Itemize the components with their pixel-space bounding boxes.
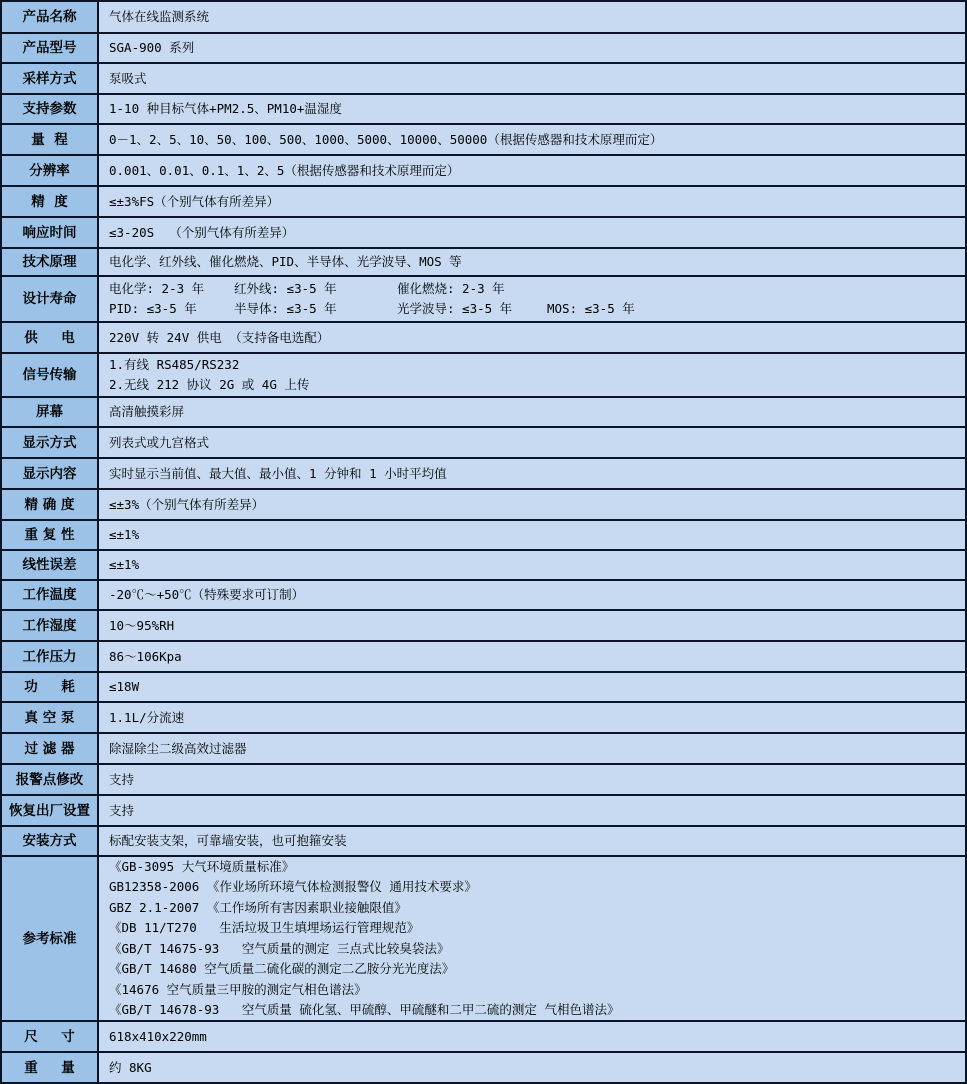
row-value: -20℃～+50℃（特殊要求可订制） <box>99 581 965 609</box>
table-row-alarm-point <box>2 765 965 796</box>
row-value: 1.1L/分流速 <box>99 703 965 732</box>
row-label: 恢复出厂设置 <box>2 796 99 825</box>
table-row-power-consumption <box>2 673 965 703</box>
table-row-operating-pressure <box>2 642 965 673</box>
row-label: 工作湿度 <box>2 611 99 640</box>
row-value: 约 8KG <box>99 1053 965 1082</box>
row-value: 实时显示当前值、最大值、最小值、1 分钟和 1 小时平均值 <box>99 459 965 488</box>
row-label: 屏幕 <box>2 398 99 426</box>
row-label: 工作压力 <box>2 642 99 671</box>
table-row-installation <box>2 827 965 857</box>
row-label: 设计寿命 <box>2 277 99 321</box>
row-label: 参考标准 <box>2 857 99 1020</box>
design-life-line-1: 电化学: 2-3 年 红外线: ≤3-5 年 催化燃烧: 2-3 年 <box>109 281 505 296</box>
row-label: 线性误差 <box>2 551 99 579</box>
table-row-screen <box>2 398 965 428</box>
row-value: 标配安装支架，可靠墙安装，也可抱箍安装 <box>99 827 965 855</box>
table-row-design-life <box>2 277 965 323</box>
row-value: ≤±1% <box>99 521 965 549</box>
row-label: 尺 寸 <box>2 1022 99 1051</box>
row-label: 精 确 度 <box>2 490 99 519</box>
row-label: 过 滤 器 <box>2 734 99 763</box>
row-label: 支持参数 <box>2 95 99 123</box>
table-row-reference-standards <box>2 857 965 1022</box>
table-row-product-name <box>2 2 965 34</box>
table-row-precision <box>2 490 965 521</box>
row-value: 泵吸式 <box>99 64 965 93</box>
row-label: 工作温度 <box>2 581 99 609</box>
row-value: SGA-900 系列 <box>99 34 965 62</box>
table-row-signal-transmission <box>2 354 965 398</box>
row-value: 《GB-3095 大气环境质量标准》 GB12358-2006 《作业场所环境气体检测报警仪 通用技术要求》 GBZ 2.1-2007 《工作场所有害因素职业接触限值》 《DB 11/T270 生活垃圾卫生填埋场运行管理规范》 《GB/T 14675-93 空气质量的测定 三点式比较臭袋法》 《GB/T 14680 空气质量二硫化碳的测定二乙胺分光光度法》 《14676 空气质量三甲胺的测定气相色谱法》 《GB/T 14678-93 空气质量 硫化氢、甲硫醇、甲硫醚和二甲二硫的测定 气相色谱法》 <box>99 857 965 1020</box>
row-label: 产品型号 <box>2 34 99 62</box>
table-row-parameters <box>2 95 965 125</box>
table-row-operating-humidity <box>2 611 965 642</box>
row-label: 真 空 泵 <box>2 703 99 732</box>
design-life-line-2: PID: ≤3-5 年 半导体: ≤3-5 年 光学波导: ≤3-5 年 MOS: ≤3-5 年 <box>109 301 635 316</box>
row-value: 1.有线 RS485/RS232 2.无线 212 协议 2G 或 4G 上传 <box>99 354 965 396</box>
row-label: 安装方式 <box>2 827 99 855</box>
table-row-accuracy <box>2 187 965 218</box>
row-label: 重 量 <box>2 1053 99 1082</box>
row-value: 列表式或九宫格式 <box>99 428 965 457</box>
table-row-resolution <box>2 156 965 187</box>
table-row-power-supply <box>2 323 965 354</box>
row-value: 电化学、红外线、催化燃烧、PID、半导体、光学波导、MOS 等 <box>99 249 965 275</box>
table-row-vacuum-pump <box>2 703 965 734</box>
row-value: 除湿除尘二级高效过滤器 <box>99 734 965 763</box>
row-label: 信号传输 <box>2 354 99 396</box>
row-value: ≤3-20S （个别气体有所差异） <box>99 218 965 247</box>
table-row-response-time <box>2 218 965 249</box>
row-value: 高清触摸彩屏 <box>99 398 965 426</box>
row-label: 报警点修改 <box>2 765 99 794</box>
row-value: ≤±3%（个别气体有所差异） <box>99 490 965 519</box>
row-label: 重 复 性 <box>2 521 99 549</box>
row-value: 0.001、0.01、0.1、1、2、5（根据传感器和技术原理而定） <box>99 156 965 185</box>
table-row-weight <box>2 1053 965 1084</box>
row-label: 产品名称 <box>2 2 99 32</box>
row-value: 618x410x220mm <box>99 1022 965 1051</box>
row-label: 功 耗 <box>2 673 99 701</box>
table-row-operating-temperature <box>2 581 965 611</box>
row-label: 分辨率 <box>2 156 99 185</box>
row-value: 支持 <box>99 765 965 794</box>
row-label: 显示内容 <box>2 459 99 488</box>
table-row-display-content <box>2 459 965 490</box>
row-value: 86～106Kpa <box>99 642 965 671</box>
table-row-technology <box>2 249 965 277</box>
table-row-sampling <box>2 64 965 95</box>
row-value: ≤±1% <box>99 551 965 579</box>
row-value: 0－1、2、5、10、50、100、500、1000、5000、10000、50000（根据传感器和技术原理而定） <box>99 125 965 154</box>
table-row-linearity-error <box>2 551 965 581</box>
row-label: 供 电 <box>2 323 99 352</box>
table-row-factory-reset <box>2 796 965 827</box>
row-label: 显示方式 <box>2 428 99 457</box>
table-row-display-mode <box>2 428 965 459</box>
row-value: 1-10 种目标气体+PM2.5、PM10+温湿度 <box>99 95 965 123</box>
row-label: 采样方式 <box>2 64 99 93</box>
table-row-range <box>2 125 965 156</box>
table-row-dimensions <box>2 1022 965 1053</box>
row-value <box>99 277 965 321</box>
row-value: 10～95%RH <box>99 611 965 640</box>
row-value: 气体在线监测系统 <box>99 2 965 32</box>
row-value: ≤18W <box>99 673 965 701</box>
row-label: 精 度 <box>2 187 99 216</box>
row-value: 220V 转 24V 供电 （支持备电选配） <box>99 323 965 352</box>
row-label: 技术原理 <box>2 249 99 275</box>
row-value: ≤±3%FS（个别气体有所差异） <box>99 187 965 216</box>
table-row-repeatability <box>2 521 965 551</box>
row-value: 支持 <box>99 796 965 825</box>
table-row-filter <box>2 734 965 765</box>
table-row-model <box>2 34 965 64</box>
row-label: 响应时间 <box>2 218 99 247</box>
row-label: 量 程 <box>2 125 99 154</box>
